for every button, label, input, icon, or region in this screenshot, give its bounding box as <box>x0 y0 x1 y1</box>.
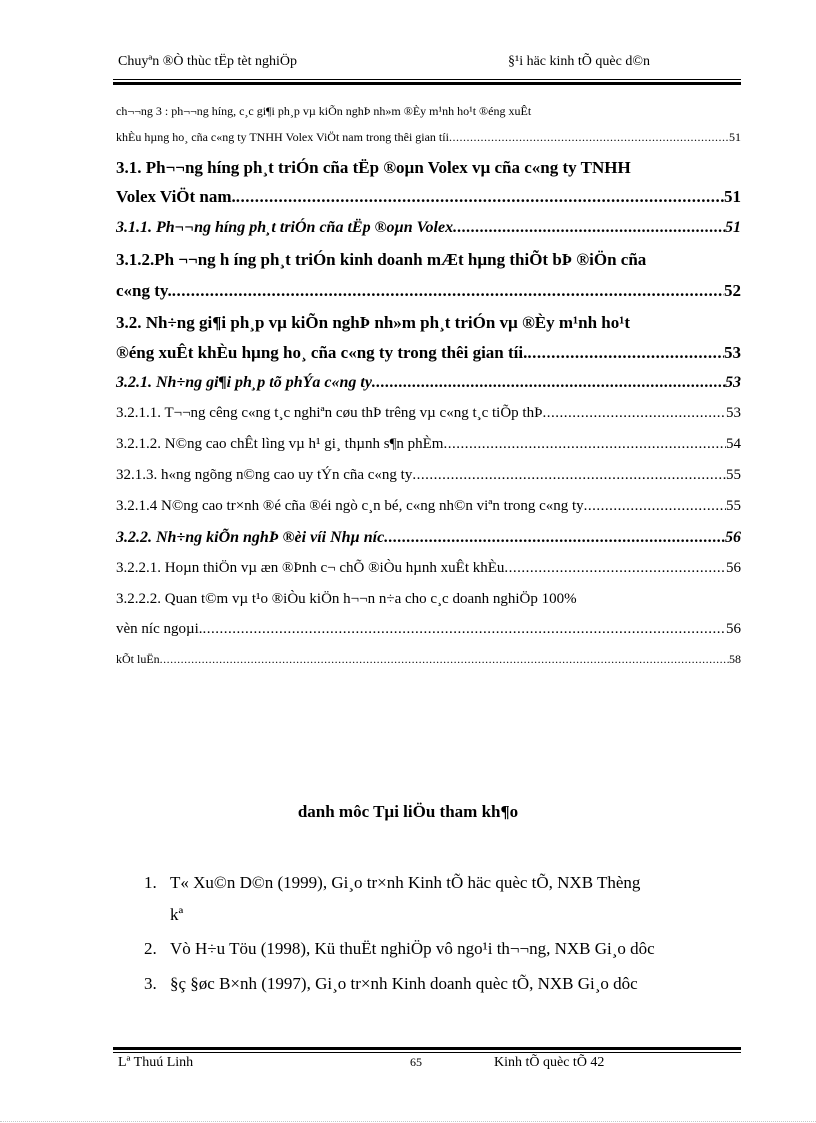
toc-entry-title: 3.2.2.1. Hoµn thiÖn vµ æn ®Þnh c¬ chÕ ®iÒu hµnh xuÊt khÈu <box>116 560 505 576</box>
toc-entry-3-2-1-2 <box>116 436 741 453</box>
toc-entry-3-1 <box>116 187 741 207</box>
toc-entry-3-1-1 <box>116 219 741 237</box>
toc-entry-page: 58 <box>729 652 741 666</box>
page-bottom-border <box>0 1121 816 1122</box>
toc-entry-title: Volex ViÖt nam. <box>116 187 236 206</box>
toc-leader <box>542 405 726 422</box>
toc-entry-page: 56 <box>725 529 741 546</box>
toc-leader <box>412 467 726 484</box>
references-title: danh môc Tµi liÖu tham kh¶o <box>297 802 519 821</box>
footer-author: Lª Thuú Linh <box>118 1055 194 1070</box>
toc-leader <box>384 529 725 547</box>
reference-2-text: Vò H÷u Töu (1998), Kü thuËt nghiÖp vô ngo¹i th¬¬ng, NXB Gi¸o dôc <box>170 939 655 958</box>
header-right-title: §¹i häc kinh tÕ quèc d©n <box>508 54 650 69</box>
header-rule-thick <box>113 82 741 85</box>
toc-entry-page: 53 <box>725 374 741 391</box>
footer-rule-thin <box>113 1052 741 1053</box>
toc-entry-page: 53 <box>726 405 741 421</box>
reference-1-number: 1. <box>144 873 157 892</box>
header-rule-thin <box>113 79 741 80</box>
toc-entry-page: 51 <box>729 130 741 144</box>
toc-entry-3-1-2 <box>116 281 741 301</box>
toc-entry-title: 3.1.1. Ph¬¬ng híng ph¸t triÓn cña tËp ®oµn Volex <box>116 219 454 236</box>
toc-entry-title: ®éng xuÊt khÈu hµng ho¸ cña c«ng ty trong thêi gian tíi. <box>116 343 528 362</box>
reference-3-number: 3. <box>144 974 157 993</box>
toc-entry-title: 3.2.2. Nh÷ng kiÕn nghÞ ®èi víi Nhµ níc <box>116 529 385 546</box>
toc-entry-page: 55 <box>726 467 741 483</box>
toc-leader <box>453 219 725 237</box>
reference-1-text: T« Xu©n D©n (1999), Gi¸o tr×nh Kinh tÕ häc quèc tÕ, NXB Thèng <box>170 873 641 892</box>
reference-3-text: §ç §øc B×nh (1997), Gi¸o tr×nh Kinh doanh quèc tÕ, NXB Gi¸o dôc <box>170 974 638 993</box>
footer-rule-thick <box>113 1047 741 1050</box>
toc-entry-chapter3 <box>116 130 741 145</box>
toc-entry-title: 3.2.1.4 N©ng cao tr×nh ®é cña ®éi ngò c¸n bé, c«ng nh©n viªn trong c«ng ty <box>116 498 584 514</box>
toc-leader <box>236 187 724 207</box>
reference-1-continuation: kª <box>170 905 184 924</box>
toc-entry-title: 32.1.3. h«ng ngõng n©ng cao uy tÝn cña c«ng ty <box>116 467 413 483</box>
footer-page-number: 65 <box>410 1055 422 1069</box>
toc-entry-3-2 <box>116 343 741 363</box>
toc-leader <box>443 436 726 453</box>
header-left-title: Chuyªn ®Ò thùc tËp tèt nghiÖp <box>118 54 297 69</box>
toc-entry-3-2-1 <box>116 374 741 392</box>
toc-entry-page: 56 <box>726 621 741 637</box>
toc-entry-page: 54 <box>726 436 741 452</box>
toc-leader <box>372 374 725 392</box>
toc-entry-3-2-1-4 <box>116 498 741 515</box>
toc-entry-3-2-1-3 <box>116 467 741 484</box>
toc-entry-3-2-1-1 <box>116 405 741 422</box>
toc-entry-page: 51 <box>724 187 741 206</box>
toc-entry-title: kÕt luËn <box>116 652 160 666</box>
toc-entry-page: 53 <box>724 343 741 362</box>
toc-leader <box>449 130 729 145</box>
toc-entry-title: vèn níc ngoµi. <box>116 621 203 637</box>
toc-3-2-2-2-title: 3.2.2.2. Quan t©m vµ t¹o ®iÒu kiÖn h¬¬n n÷a cho c¸c doanh nghiÖp 100% <box>116 591 577 607</box>
reference-2-number: 2. <box>144 939 157 958</box>
toc-3-1-title: 3.1. Ph¬¬ng híng ph¸t triÓn cña tËp ®oµn Volex vµ cña c«ng ty TNHH <box>116 158 631 177</box>
toc-leader <box>172 281 724 301</box>
toc-leader <box>160 652 729 667</box>
toc-entry-title: 3.2.1. Nh÷ng gi¶i ph¸p tõ phÝa c«ng ty <box>116 374 372 391</box>
toc-entry-page: 51 <box>725 219 741 236</box>
toc-entry-3-2-2-2 <box>116 621 741 638</box>
toc-leader <box>527 343 724 363</box>
toc-entry-3-2-2 <box>116 529 741 547</box>
toc-entry-title: 3.2.1.1. T¬¬ng cêng c«ng t¸c nghiªn cøu thÞ trêng vµ c«ng t¸c tiÕp thÞ <box>116 405 543 421</box>
toc-entry-page: 52 <box>724 281 741 300</box>
toc-entry-title: c«ng ty. <box>116 281 172 300</box>
footer-class: Kinh tÕ quèc tÕ 42 <box>494 1055 605 1070</box>
toc-entry-page: 56 <box>726 560 741 576</box>
toc-entry-title: 3.2.1.2. N©ng cao chÊt lìng vµ h¹ gi¸ thµnh s¶n phÈm <box>116 436 444 452</box>
toc-leader <box>584 498 726 515</box>
toc-leader <box>203 621 726 638</box>
toc-entry-conclusion <box>116 652 741 667</box>
toc-entry-3-2-2-1 <box>116 560 741 577</box>
toc-chapter3-title: ch¬¬ng 3 : ph¬¬ng híng, c¸c gi¶i ph¸p vµ kiÕn nghÞ nh»m ®Èy m¹nh ho¹t ®éng xuÊt <box>116 104 532 118</box>
toc-entry-page: 55 <box>726 498 741 514</box>
toc-3-2-title: 3.2. Nh÷ng gi¶i ph¸p vµ kiÕn nghÞ nh»m ph¸t triÓn vµ ®Èy m¹nh ho¹t <box>116 313 630 332</box>
toc-leader <box>504 560 726 577</box>
toc-3-1-2-title: 3.1.2.Ph ¬¬ng h íng ph¸t triÓn kinh doanh mÆt hµng thiÕt bÞ ®iÖn cña <box>116 250 647 269</box>
toc-entry-title: khÈu hµng ho¸ cña c«ng ty TNHH Volex ViÖt nam trong thêi gian tíi <box>116 130 449 144</box>
